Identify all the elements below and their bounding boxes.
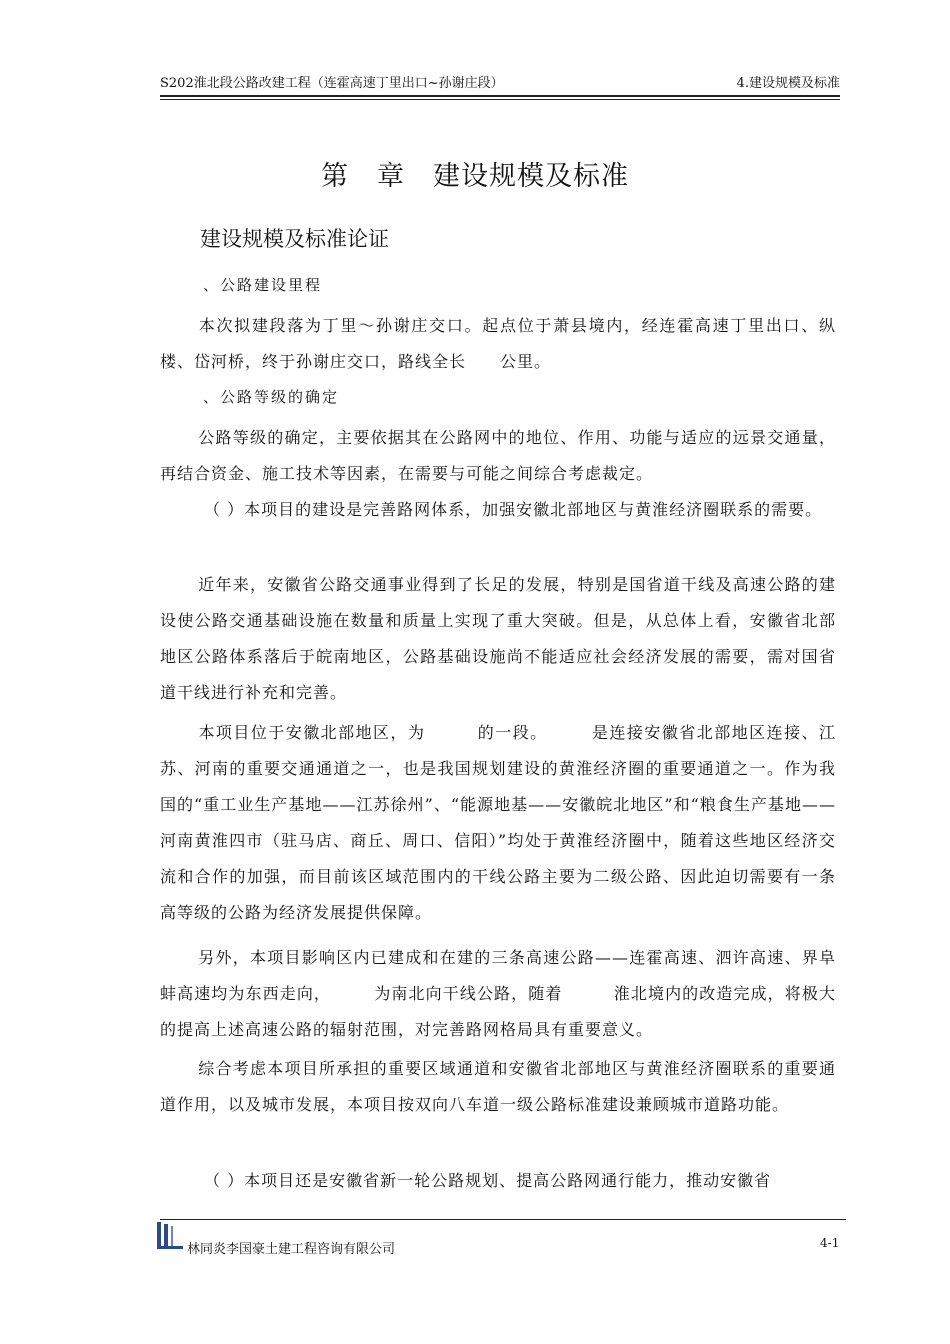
paragraph: （ ）本项目还是安徽省新一轮公路规划、提高公路网通行能力，推动安徽省 — [204, 1171, 772, 1190]
footer-rule — [160, 1219, 846, 1220]
header-rule-thin — [160, 99, 840, 100]
header-project-title: S202淮北段公路改建工程（连霍高速丁里出口~孙谢庄段） — [160, 76, 504, 91]
paragraph: 本项目位于安徽北部地区，为 的一段。 是连接安徽省北部地区连接、江苏、河南的重要交通通道之一，也是我国规划建设的黄淮经济圈的重要通道之一。作为我国的“重工业生产基地——江苏徐州”、“能源地基——安徽皖北地区”和“粮食生产基地——河南黄淮四市（驻马店、商丘、周口、信阳）”均处于黄淮经济圈中，随着这些地区经济交流和合作的加强，而目前该区域范围内的干线公路主要为二级公路、因此迫切需要有一条高等级的公路为经济发展提供保障。 — [160, 723, 836, 922]
page-number: 4-1 — [820, 1236, 840, 1250]
footer-company-name: 林同炎李国豪土建工程咨询有限公司 — [187, 1242, 396, 1257]
paragraph: （ ）本项目的建设是完善路网体系，加强安徽北部地区与黄淮经济圈联系的需要。 — [204, 500, 823, 519]
chapter-title — [0, 154, 950, 193]
chapter-name: 建设规模及标准 — [433, 161, 629, 192]
paragraph: 综合考虑本项目所承担的重要区域通道和安徽省北部地区与黄淮经济圈联系的重要通道作用，以及城市发展，本项目按双向八车道一级公路标准建设兼顾城市道路功能。 — [160, 1059, 836, 1114]
paragraph: 近年来，安徽省公路交通事业得到了长足的发展，特别是国省道干线及高速公路的建设使公路交通基础设施在数量和质量上实现了重大突破。但是，从总体上看，安徽省北部地区公路体系落后于皖南地区，公路基础设施尚不能适应社会经济发展的需要，需对国省道干线进行补充和完善。 — [160, 575, 836, 702]
header-rule — [160, 95, 840, 97]
company-logo-icon — [153, 1222, 189, 1252]
subheading-road-mileage: 、公路建设里程 — [203, 276, 323, 294]
chapter-suffix: 章 — [377, 161, 405, 192]
paragraph: 本次拟建段落为丁里～孙谢庄交口。起点位于萧县境内，经连霍高速丁里出口、纵楼、岱河桥，终于孙谢庄交口，路线全长 公里。 — [160, 316, 836, 371]
chapter-prefix: 第 — [321, 161, 349, 192]
section-title: 建设规模及标准论证 — [200, 227, 389, 251]
subheading-road-grade: 、公路等级的确定 — [203, 388, 340, 406]
header-chapter-label: 4.建设规模及标准 — [736, 76, 840, 91]
page-header — [160, 74, 840, 94]
paragraph: 另外，本项目影响区内已建成和在建的三条高速公路——连霍高速、泗许高速、界阜蚌高速均为东西走向， 为南北向干线公路，随着 淮北境内的改造完成，将极大的提高上述高速公路的辐射范围，对完善路网格局具有重要意义。 — [160, 948, 836, 1039]
paragraph: 公路等级的确定，主要依据其在公路网中的地位、作用、功能与适应的远景交通量，再结合资金、施工技术等因素，在需要与可能之间综合考虑裁定。 — [160, 428, 836, 483]
